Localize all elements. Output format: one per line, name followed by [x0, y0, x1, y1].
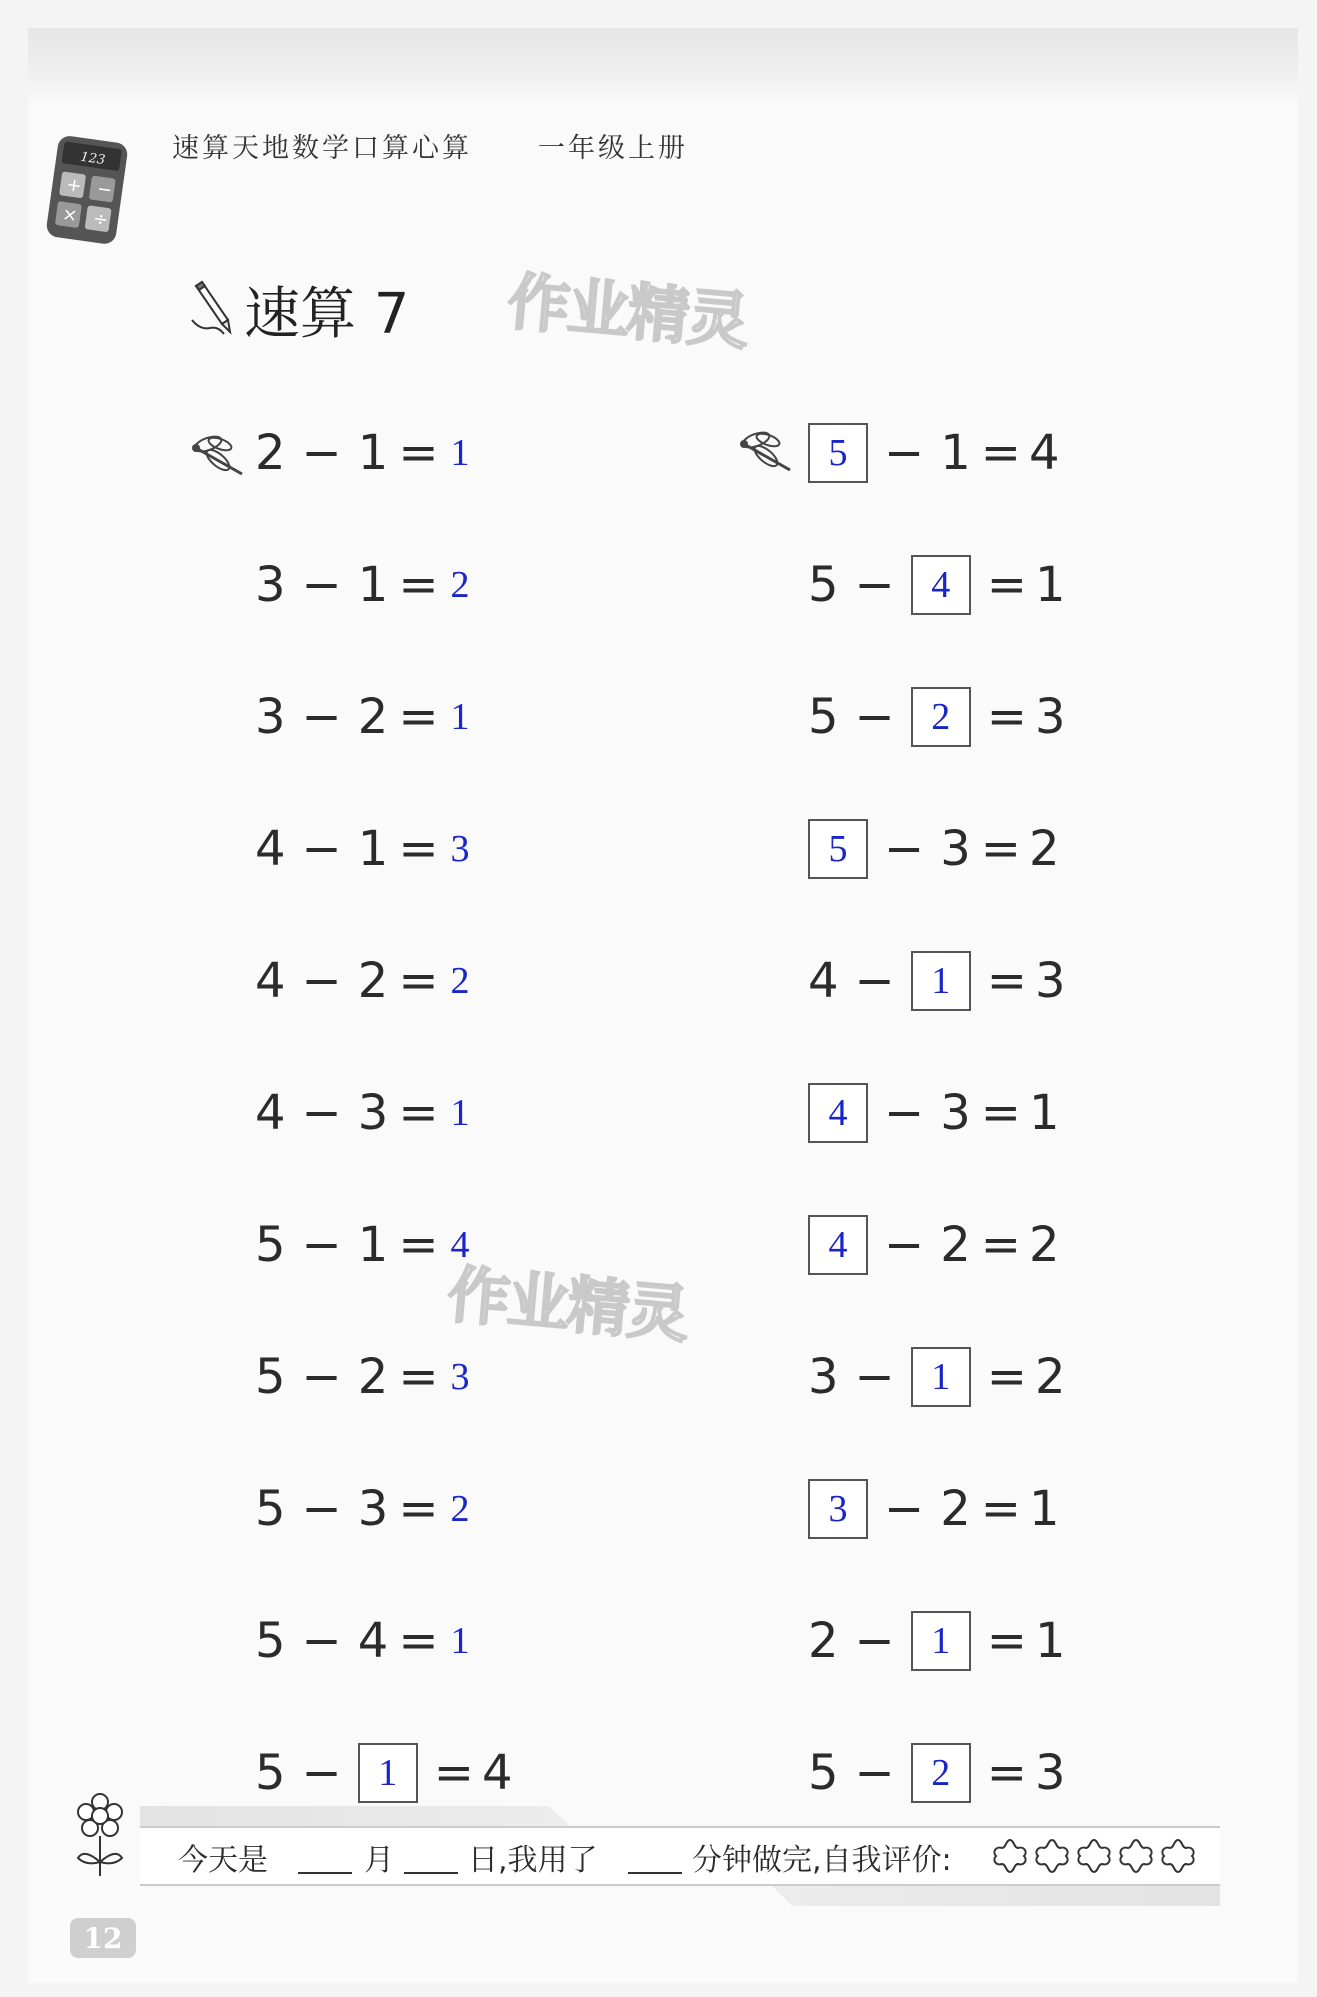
book-title: 速算天地数学口算心算 — [172, 133, 472, 164]
answer-box[interactable]: 5 — [808, 423, 868, 483]
problem-left-3: 3 − 2 = 1 — [255, 689, 470, 745]
footer-label-minutes: 分钟做完,自我评价: — [692, 1843, 952, 1878]
problem-right-4: 5 − 3 = 2 — [808, 814, 1060, 884]
footer-decoration — [770, 1884, 1220, 1906]
watermark: 作业精灵 — [504, 264, 751, 359]
pencil-icon — [188, 280, 234, 338]
answer-box[interactable]: 1 — [911, 1347, 971, 1407]
problem-right-6: 4 − 3 = 1 — [808, 1078, 1060, 1148]
svg-text:123: 123 — [79, 149, 107, 169]
top-shade — [28, 28, 1298, 106]
page-number: 12 — [70, 1918, 136, 1958]
answer-box[interactable]: 5 — [808, 819, 868, 879]
answer-box[interactable]: 1 — [911, 951, 971, 1011]
star-outline-icon[interactable] — [1116, 1836, 1156, 1876]
answer-box[interactable]: 4 — [911, 555, 971, 615]
answer: 3 — [450, 828, 470, 870]
dragonfly-icon — [190, 434, 248, 482]
rating-stars — [990, 1836, 1198, 1876]
problem-left-9: 5 − 3 = 2 — [255, 1481, 470, 1537]
answer: 2 — [450, 564, 470, 606]
problem-left-5: 4 − 2 = 2 — [255, 953, 470, 1009]
problem-left-7: 5 − 1 = 4 — [255, 1217, 470, 1273]
problem-right-8: 3 − 1 = 2 — [808, 1349, 1066, 1405]
star-outline-icon[interactable] — [1158, 1836, 1198, 1876]
problem-right-1: 5 − 1 = 4 — [808, 418, 1060, 488]
section-title: 速算 7 — [244, 282, 410, 347]
problem-right-11: 5 − 2 = 3 — [808, 1745, 1066, 1801]
calculator-icon — [43, 130, 133, 249]
problem-left-4: 4 − 1 = 3 — [255, 821, 470, 877]
footer-label-day: 日,我用了 — [468, 1843, 598, 1878]
answer: 2 — [450, 1488, 470, 1530]
answer-box[interactable]: 4 — [808, 1083, 868, 1143]
svg-text:+: + — [65, 174, 83, 198]
problem-right-10: 2 − 1 = 1 — [808, 1613, 1066, 1669]
day-blank[interactable] — [404, 1872, 458, 1874]
star-outline-icon[interactable] — [990, 1836, 1030, 1876]
minutes-blank[interactable] — [628, 1872, 682, 1874]
answer-box[interactable]: 4 — [808, 1215, 868, 1275]
problem-left-11: 5 − 1 = 4 — [255, 1745, 513, 1801]
answer: 1 — [450, 1092, 470, 1134]
star-outline-icon[interactable] — [1032, 1836, 1072, 1876]
problem-left-6: 4 − 3 = 1 — [255, 1085, 470, 1141]
svg-text:×: × — [60, 203, 79, 227]
answer-box[interactable]: 2 — [911, 1743, 971, 1803]
answer-box[interactable]: 1 — [911, 1611, 971, 1671]
answer: 2 — [450, 960, 470, 1002]
dragonfly-icon — [738, 430, 796, 478]
problem-left-10: 5 − 4 = 1 — [255, 1613, 470, 1669]
watermark: 作业精灵 — [444, 1257, 691, 1352]
problem-left-1: 2 − 1 = 1 — [255, 425, 470, 481]
problem-left-2: 3 − 1 = 2 — [255, 557, 470, 613]
answer: 3 — [450, 1356, 470, 1398]
answer: 1 — [450, 1620, 470, 1662]
book-grade: 一年级上册 — [538, 133, 688, 164]
problem-right-5: 4 − 1 = 3 — [808, 953, 1066, 1009]
svg-text:−: − — [95, 178, 114, 202]
footer-decoration — [140, 1806, 570, 1826]
answer-box[interactable]: 2 — [911, 687, 971, 747]
answer-box[interactable]: 1 — [358, 1743, 418, 1803]
problem-right-2: 5 − 4 = 1 — [808, 557, 1066, 613]
footer-label-month: 月 — [364, 1843, 394, 1878]
answer: 4 — [450, 1224, 470, 1266]
footer-label-today: 今天是 — [178, 1843, 268, 1878]
problem-right-7: 4 − 2 = 2 — [808, 1210, 1060, 1280]
problem-left-8: 5 − 2 = 3 — [255, 1349, 470, 1405]
answer: 1 — [450, 696, 470, 738]
month-blank[interactable] — [298, 1872, 352, 1874]
answer: 1 — [450, 432, 470, 474]
flower-icon — [70, 1792, 130, 1878]
svg-text:÷: ÷ — [91, 208, 110, 232]
star-outline-icon[interactable] — [1074, 1836, 1114, 1876]
problem-right-9: 3 − 2 = 1 — [808, 1474, 1060, 1544]
problem-right-3: 5 − 2 = 3 — [808, 689, 1066, 745]
answer-box[interactable]: 3 — [808, 1479, 868, 1539]
